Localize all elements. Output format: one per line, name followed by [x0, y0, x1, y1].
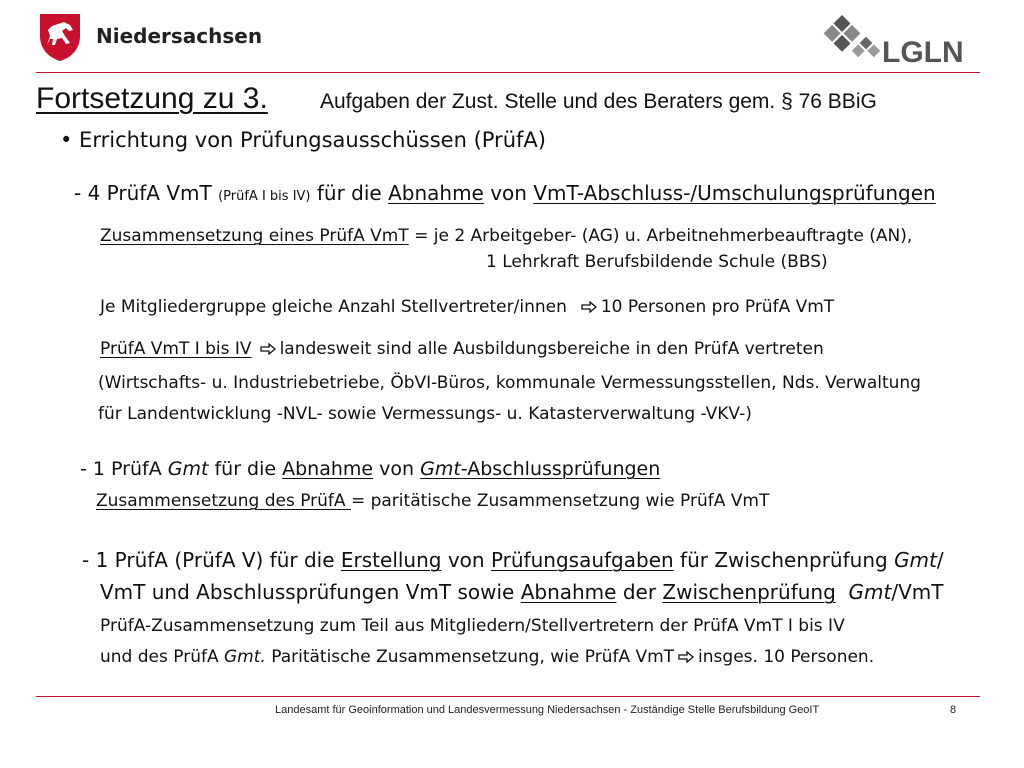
niedersachsen-crest-icon	[38, 12, 82, 62]
logo-text: LGLN	[882, 36, 964, 68]
section1-composition: Zusammensetzung eines PrüfA VmT = je 2 Arbeitgeber- (AG) u. Arbeitnehmerbeauftragte (AN),	[100, 226, 913, 246]
arrow-right-icon	[260, 343, 276, 355]
lgln-logo-icon	[822, 12, 986, 68]
section1-heading: - 4 PrüfA VmT (PrüfA I bis IV) für die Abnahme von VmT-Abschluss-/Umschulungsprüfungen	[74, 181, 936, 205]
page-title: Fortsetzung zu 3.	[36, 82, 268, 115]
page-subtitle: Aufgaben der Zust. Stelle und des Beraters gem. § 76 BBiG	[320, 90, 877, 113]
section3-composition-line1: PrüfA-Zusammensetzung zum Teil aus Mitgliedern/Stellvertretern der PrüfA VmT I bis IV	[100, 616, 845, 636]
section2-composition: Zusammensetzung des PrüfA = paritätische Zusammensetzung wie PrüfA VmT	[96, 491, 770, 511]
arrow-right-icon	[581, 301, 597, 313]
footer-text: Landesamt für Geoinformation und Landesvermessung Niedersachsen - Zuständige Stelle Berufsbildung GeoIT	[275, 704, 820, 716]
section1-composition-line2: 1 Lehrkraft Berufsbildende Schule (BBS)	[486, 252, 828, 272]
bullet-heading: • Errichtung von Prüfungsausschüssen (PrüfA)	[60, 128, 546, 152]
header-divider	[36, 72, 980, 73]
section3-heading-line2: VmT und Abschlussprüfungen VmT sowie Abnahme der Zwischenprüfung Gmt/VmT	[100, 580, 944, 604]
section1-deputies: Je Mitgliedergruppe gleiche Anzahl Stellvertreter/innen 10 Personen pro PrüfA VmT	[100, 297, 835, 317]
brand-name: Niedersachsen	[96, 24, 263, 48]
section2-heading: - 1 PrüfA Gmt für die Abnahme von Gmt-Abschlussprüfungen	[80, 458, 661, 480]
page-number: 8	[950, 704, 957, 716]
footer-divider	[36, 696, 980, 697]
section1-range: PrüfA VmT I bis IV landesweit sind alle Ausbildungsbereiche in den PrüfA vertreten	[100, 339, 824, 359]
arrow-right-icon	[678, 651, 694, 663]
section1-areas-line1: (Wirtschafts- u. Industriebetriebe, ÖbVI-Büros, kommunale Vermessungsstellen, Nds. Verwaltung	[98, 373, 921, 393]
section1-areas-line2: für Landentwicklung -NVL- sowie Vermessungs- u. Katasterverwaltung -VKV-)	[98, 404, 752, 424]
section3-heading: - 1 PrüfA (PrüfA V) für die Erstellung von Prüfungsaufgaben für Zwischenprüfung Gmt/	[82, 548, 944, 572]
section3-composition-line2: und des PrüfA Gmt. Paritätische Zusammensetzung, wie PrüfA VmT insges. 10 Personen.	[100, 647, 875, 667]
